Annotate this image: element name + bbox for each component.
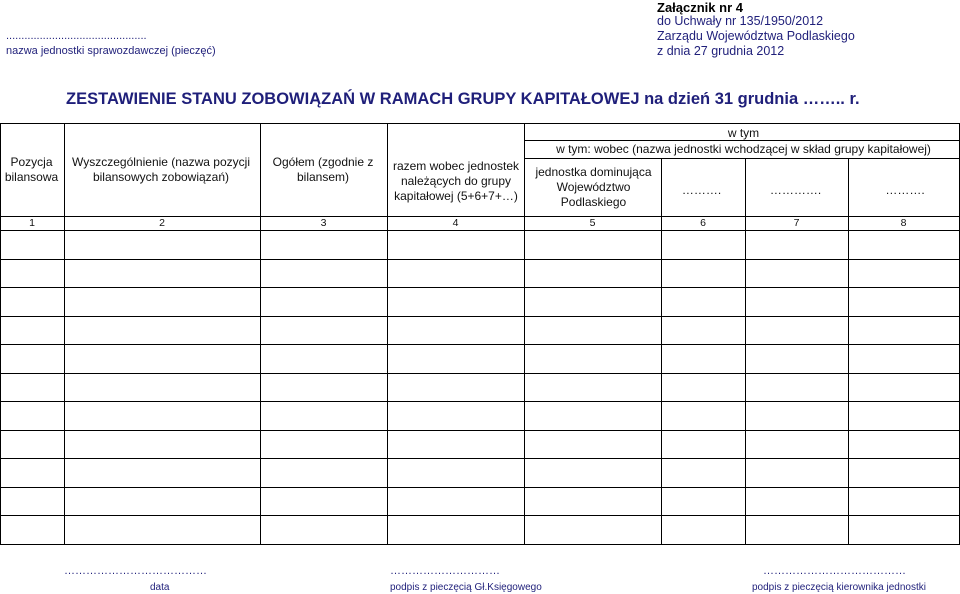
- attachment-title: Załącznik nr 4: [657, 0, 743, 15]
- header-col8: ……….: [885, 182, 925, 197]
- table-row-divider: [0, 373, 960, 374]
- header-wtym-sub: w tym: wobec (nazwa jednostki wchodzącej w skład grupy kapitałowej): [556, 141, 931, 156]
- column-number: 2: [159, 217, 165, 229]
- table-wtym-sub-divider: [524, 158, 960, 159]
- table-column-divider: [260, 123, 261, 545]
- header-wtym: w tym: [727, 125, 760, 140]
- header-col7: ………….: [769, 182, 822, 197]
- page-title: ZESTAWIENIE STANU ZOBOWIĄZAŃ W RAMACH GRUPY KAPITAŁOWEJ na dzień 31 grudnia …….. r.: [66, 90, 860, 108]
- table-row-divider: [0, 487, 960, 488]
- table-row-divider: [0, 259, 960, 260]
- column-number: 6: [700, 217, 706, 229]
- column-number: 3: [320, 217, 327, 229]
- liabilities-table: [0, 123, 960, 545]
- column-number: 5: [589, 217, 596, 229]
- table-wtym-divider: [524, 140, 960, 141]
- header-position: Pozycja bilansowa: [4, 154, 59, 184]
- column-number: 8: [900, 217, 907, 229]
- attachment-board: Zarządu Województwa Podlaskiego: [657, 29, 855, 43]
- attachment-resolution: do Uchwały nr 135/1950/2012: [657, 14, 824, 28]
- column-number: 7: [793, 217, 800, 229]
- table-row-divider: [0, 316, 960, 317]
- column-number: 1: [29, 217, 35, 229]
- table-column-divider: [387, 123, 388, 545]
- date-label: data: [150, 582, 170, 593]
- date-dots: …………………………………: [64, 565, 207, 577]
- attachment-date: z dnia 27 grudnia 2012: [657, 44, 785, 58]
- header-description: Wyszczególnienie (nazwa pozycji bilansowych zobowiązań): [72, 154, 250, 184]
- table-number-row-divider: [0, 230, 960, 231]
- header-dominant-unit: jednostka dominująca Województwo Podlaskiego: [535, 165, 652, 209]
- table-column-divider: [524, 123, 525, 545]
- table-border-top: [0, 123, 960, 124]
- director-signature-dots: …………………………………: [763, 565, 906, 577]
- accountant-signature-label: podpis z pieczęcią Gł.Księgowego: [390, 582, 542, 593]
- header-group-total: razem wobec jednostek należących do grupy kapitałowej (5+6+7+…): [392, 158, 520, 203]
- header-total: Ogółem (zgodnie z bilansem): [272, 154, 374, 184]
- accountant-signature-dots: …………………………: [390, 565, 500, 577]
- table-row-divider: [0, 515, 960, 516]
- table-row-divider: [0, 401, 960, 402]
- table-column-divider: [64, 123, 65, 545]
- table-column-divider: [0, 123, 1, 545]
- column-number: 4: [452, 217, 459, 229]
- table-row-divider: [0, 458, 960, 459]
- table-border-bottom: [0, 544, 960, 545]
- table-row-divider: [0, 344, 960, 345]
- unit-name-dots: ..............................................: [6, 30, 147, 42]
- unit-name-label: nazwa jednostki sprawozdawczej (pieczęć): [6, 45, 216, 57]
- header-col6: ……….: [681, 182, 722, 197]
- table-row-divider: [0, 287, 960, 288]
- director-signature-label: podpis z pieczęcią kierownika jednostki: [752, 582, 926, 593]
- table-row-divider: [0, 430, 960, 431]
